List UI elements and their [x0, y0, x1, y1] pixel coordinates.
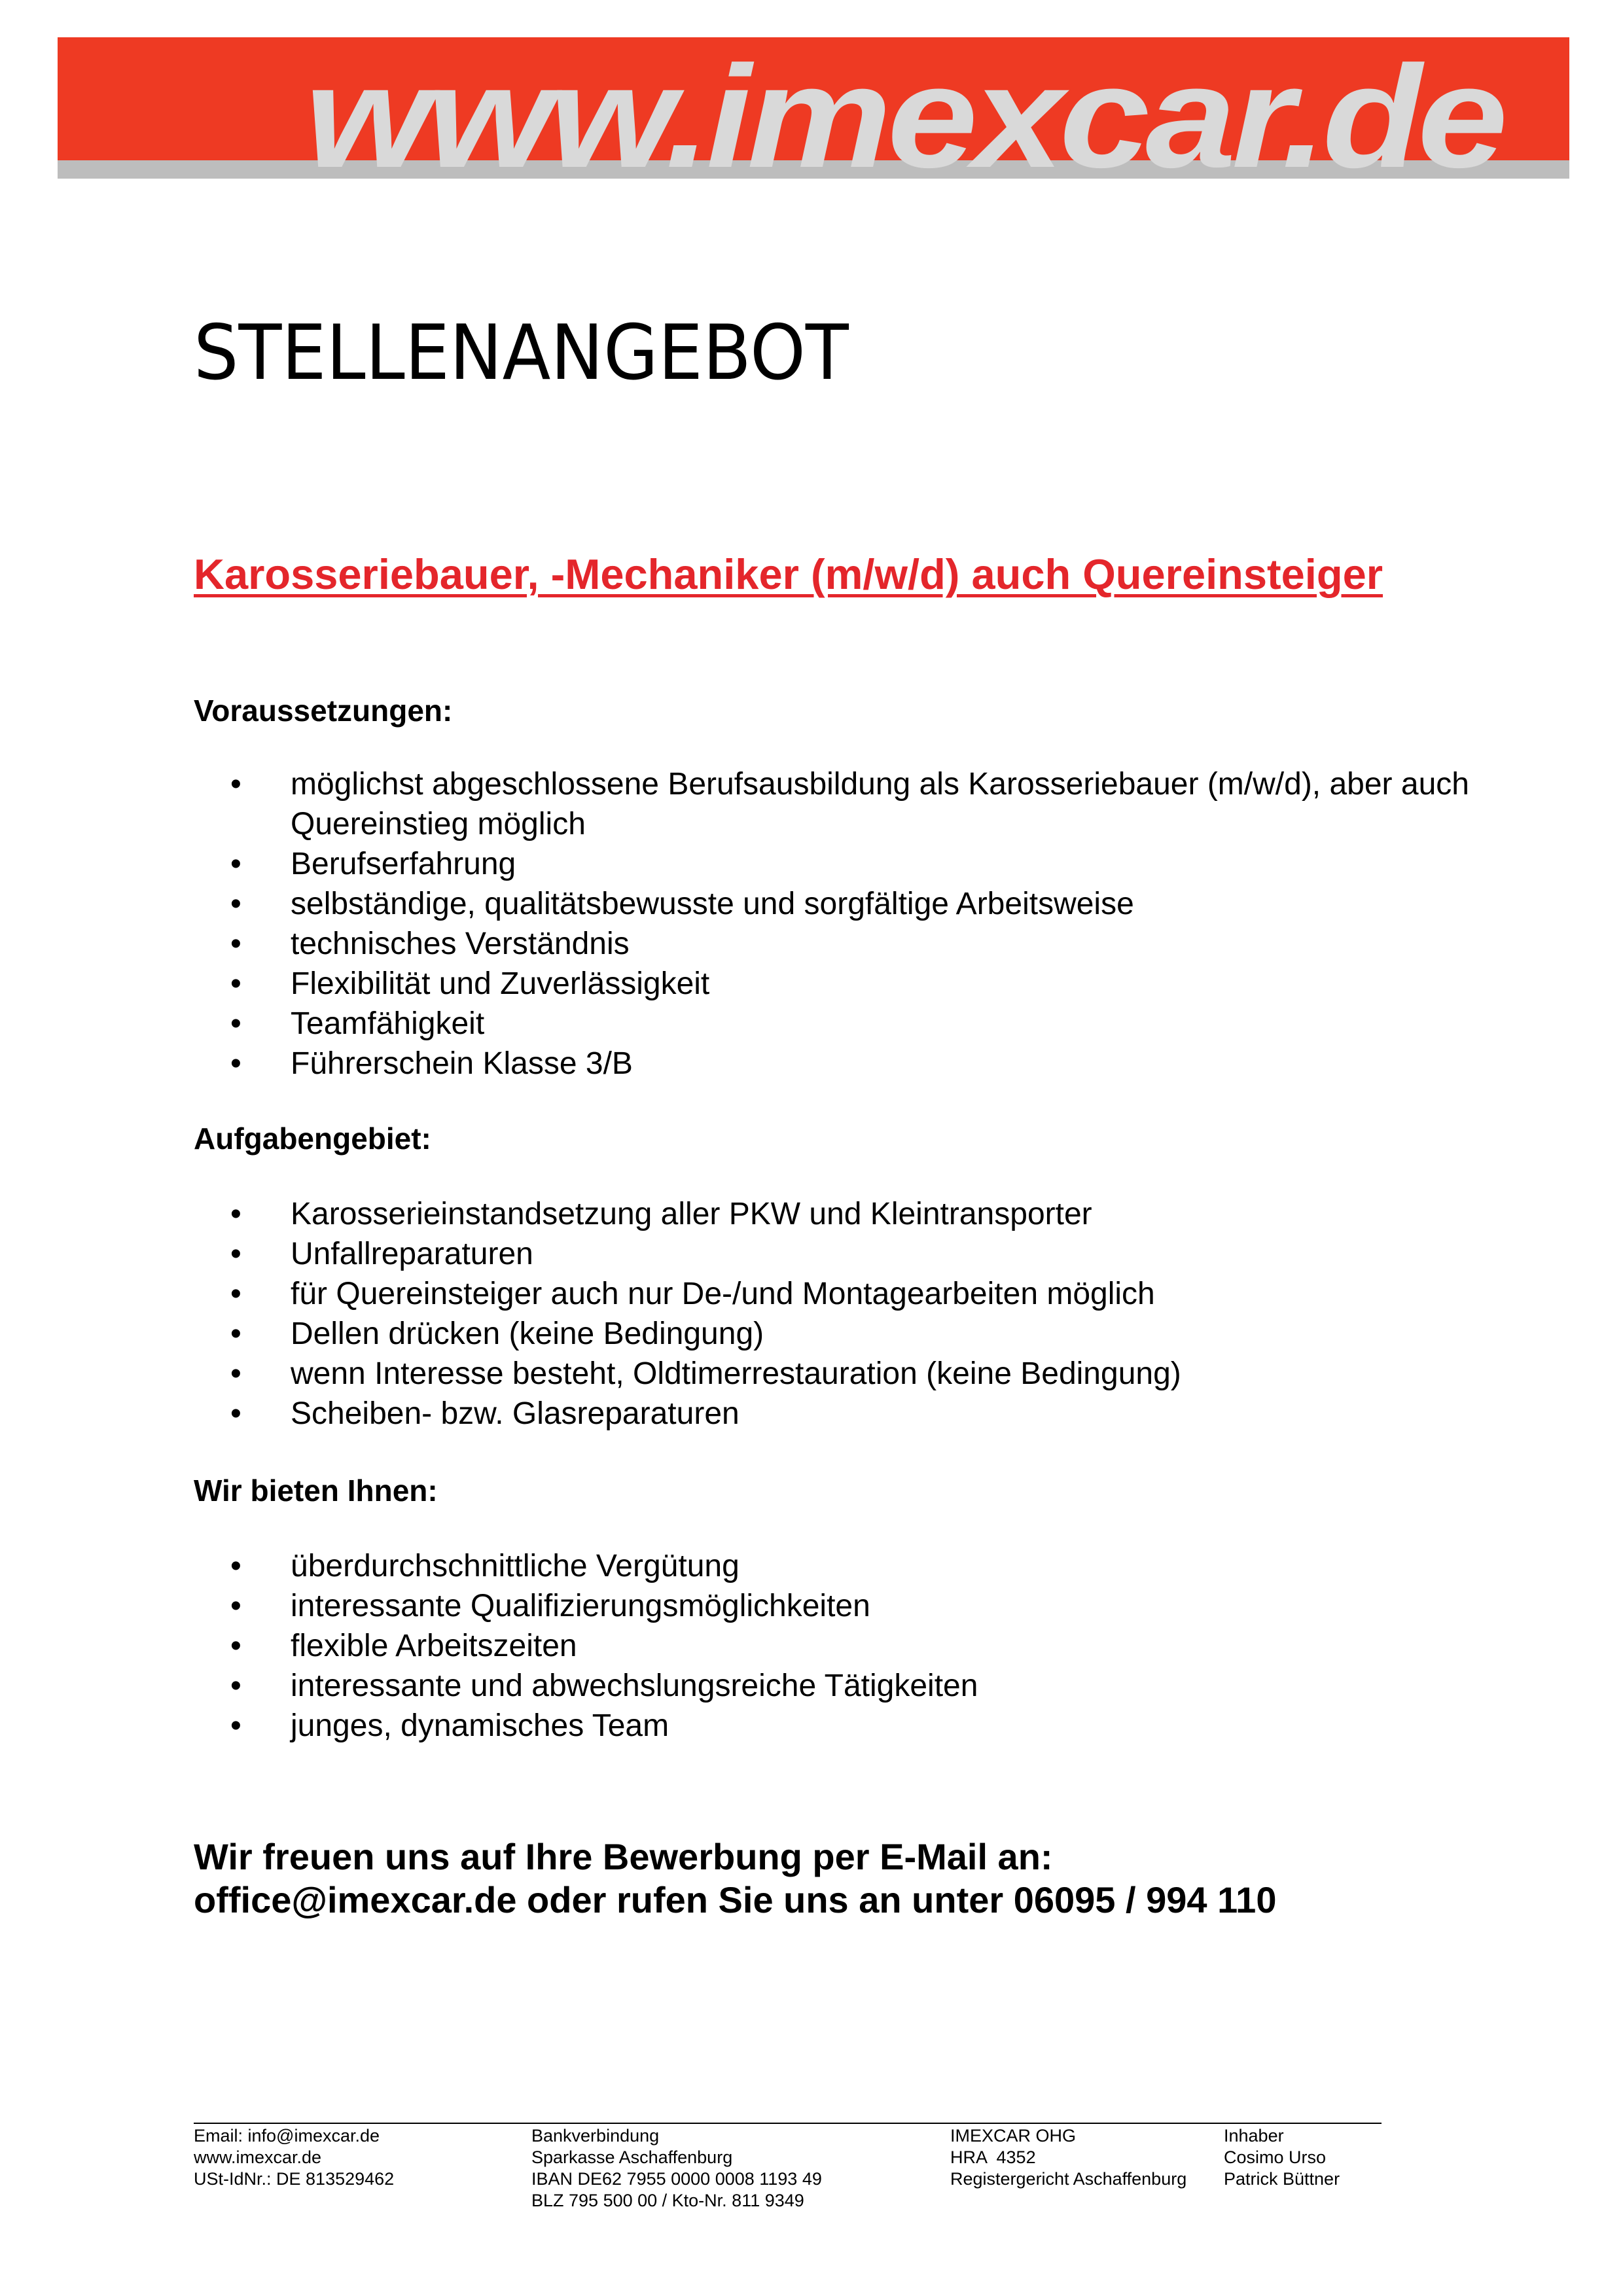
header-banner	[58, 36, 1569, 198]
list-item: • möglichst abgeschlossene Berufsausbildung als Karosseriebauer (m/w/d), aber auch Quereinstieg möglich	[194, 764, 1535, 844]
footer-contact	[194, 2125, 394, 2190]
footer-owner-2: Patrick Büttner	[1224, 2169, 1340, 2189]
list-item: • junges, dynamisches Team	[194, 1706, 1535, 1746]
logo-text: www.imexcar.de	[304, 36, 1504, 198]
footer-blz: BLZ 795 500 00 / Kto-Nr. 811 9349	[531, 2191, 804, 2210]
cta-line-2: office@imexcar.de oder rufen Sie uns an unter 06095 / 994 110	[194, 1879, 1277, 1920]
footer-court: Registergericht Aschaffenburg	[950, 2169, 1187, 2189]
list-item: • überdurchschnittliche Vergütung	[194, 1546, 1535, 1586]
list-item: • für Quereinsteiger auch nur De-/und Montagearbeiten möglich	[194, 1274, 1535, 1314]
footer-bank-name: Sparkasse Aschaffenburg	[531, 2147, 733, 2167]
section-heading-aufgabengebiet: Aufgabengebiet:	[194, 1122, 431, 1156]
tasks-list	[194, 1194, 1535, 1434]
requirements-list	[194, 764, 1535, 1084]
list-item: • Berufserfahrung	[194, 844, 1535, 884]
list-item: • technisches Verständnis	[194, 924, 1535, 964]
list-item: • selbständige, qualitätsbewusste und sorgfältige Arbeitsweise	[194, 884, 1535, 924]
section-heading-voraussetzungen: Voraussetzungen:	[194, 694, 453, 728]
section-heading-wir-bieten: Wir bieten Ihnen:	[194, 1474, 438, 1508]
footer-company	[950, 2125, 1186, 2190]
footer-owners-label: Inhaber	[1224, 2126, 1284, 2146]
footer-iban: IBAN DE62 7955 0000 0008 1193 49	[531, 2169, 822, 2189]
footer-owners	[1224, 2125, 1340, 2190]
list-item: • Scheiben- bzw. Glasreparaturen	[194, 1394, 1535, 1434]
list-item: • interessante und abwechslungsreiche Tätigkeiten	[194, 1666, 1535, 1706]
job-title: Karosseriebauer, -Mechaniker (m/w/d) auch Quereinsteiger	[194, 550, 1383, 598]
footer-company-name: IMEXCAR OHG	[950, 2126, 1077, 2146]
footer-bank	[531, 2125, 822, 2212]
list-item: • wenn Interesse besteht, Oldtimerrestauration (keine Bedingung)	[194, 1354, 1535, 1394]
list-item: • flexible Arbeitszeiten	[194, 1626, 1535, 1666]
application-call-to-action	[194, 1835, 1568, 1922]
footer-bank-label: Bankverbindung	[531, 2126, 660, 2146]
cta-line-1: Wir freuen uns auf Ihre Bewerbung per E-Mail an:	[194, 1836, 1053, 1877]
list-item: • Unfallreparaturen	[194, 1234, 1535, 1274]
list-item: • Führerschein Klasse 3/B	[194, 1044, 1535, 1084]
list-item: • Teamfähigkeit	[194, 1004, 1535, 1044]
footer-hra: HRA 4352	[950, 2147, 1036, 2167]
list-item: • Flexibilität und Zuverlässigkeit	[194, 964, 1535, 1004]
footer-website: www.imexcar.de	[194, 2147, 322, 2167]
list-item: • Dellen drücken (keine Bedingung)	[194, 1314, 1535, 1354]
footer-email: Email: info@imexcar.de	[194, 2126, 380, 2146]
footer-owner-1: Cosimo Urso	[1224, 2147, 1327, 2167]
offers-list	[194, 1546, 1535, 1746]
footer-vat-id: USt-IdNr.: DE 813529462	[194, 2169, 395, 2189]
page-title: STELLENANGEBOT	[194, 309, 849, 397]
list-item: • Karosserieinstandsetzung aller PKW und Kleintransporter	[194, 1194, 1535, 1234]
list-item: • interessante Qualifizierungsmöglichkeiten	[194, 1586, 1535, 1626]
footer-divider	[194, 2123, 1382, 2124]
